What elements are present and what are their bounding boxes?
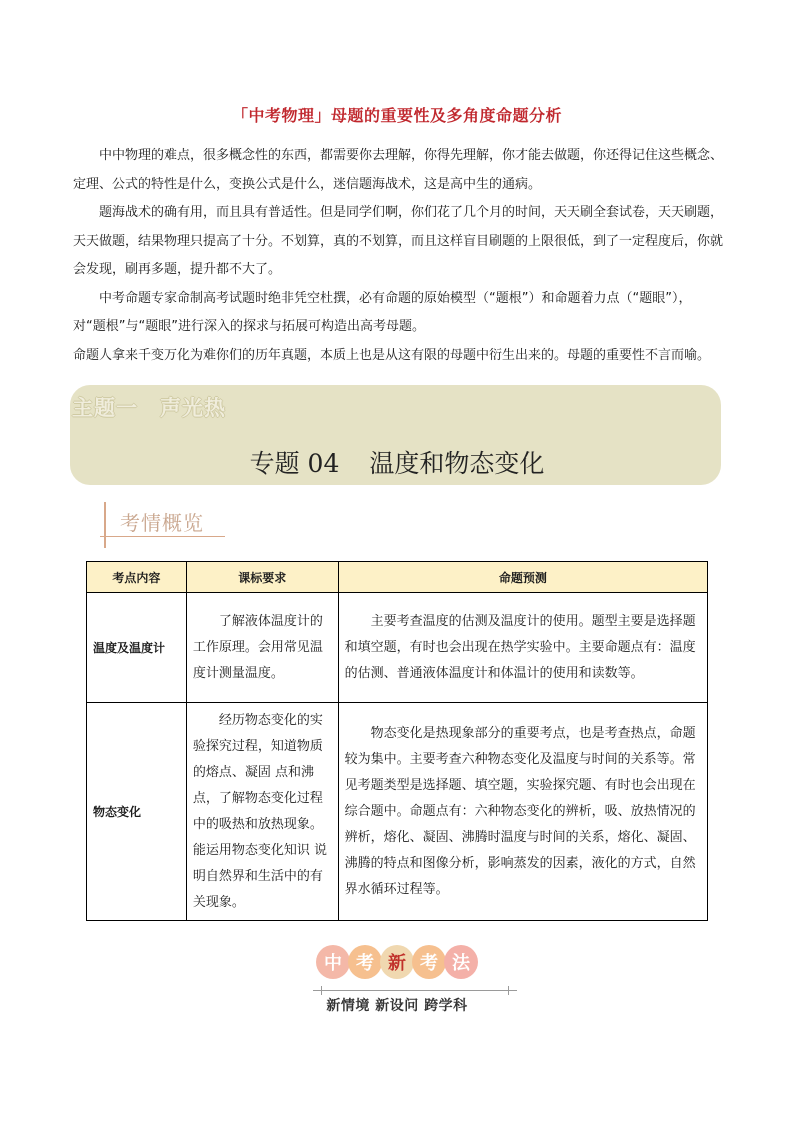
overview-label: 考情概览	[120, 511, 204, 535]
header-curriculum: 课标要求	[186, 562, 338, 593]
badge-char: 新	[380, 945, 414, 979]
topic-number: 专题 04	[249, 449, 340, 478]
topic-heading	[0, 444, 794, 480]
exam-overview-table	[86, 561, 708, 921]
document-title: 「中考物理」母题的重要性及多角度命题分析	[231, 106, 562, 125]
badge-divider-tick	[321, 986, 322, 995]
badge-char: 中	[316, 945, 350, 979]
row-prediction: 主要考查温度的估测及温度计的使用。题型主要是选择题和填空题，有时也会出现在热学实验中。主要命题点有：温度的估测、普通液体温度计和体温计的使用和读数等。	[338, 593, 707, 703]
badge-char: 考	[348, 945, 382, 979]
badge-subtitle: 新情境 新设问 跨学科	[326, 998, 468, 1014]
overview-heading	[100, 500, 230, 548]
intro-paragraph-4: 命题人拿来千变万化为难你们的历年真题，本质上也是从这有限的母题中衍生出来的。母题的重要性不言而喻。	[73, 347, 711, 363]
badge-divider	[313, 990, 517, 991]
intro-paragraph-1: 中中物理的难点，很多概念性的东西，都需要你去理解，你得先理解，你才能去做题，你还得记住这些概念、定理、公式的特性是什么，变换公式是什么，迷信题海战术，这是高中生的通病。	[73, 148, 724, 192]
table-row	[87, 593, 708, 703]
badge-char: 法	[444, 945, 478, 979]
topic-name: 温度和物态变化	[369, 449, 545, 478]
table-header-row	[87, 562, 708, 593]
header-key-points: 考点内容	[87, 562, 187, 593]
intro-paragraph-3: 中考命题专家命制高考试题时绝非凭空杜撰，必有命题的原始模型（“题根”）和命题着力点（“题眼”），对“题根”与“题眼”进行深入的探求与拓展可构造出高考母题。	[73, 290, 692, 334]
row-prediction: 物态变化是热现象部分的重要考点，也是考查热点，命题较为集中。主要考查六种物态变化及温度与时间的关系等。常见考题类型是选择题、填空题，实验探究题、有时也会出现在综合题中。命题点有：六种物态变化的辨析，吸、放热情况的辨析，熔化、凝固、沸腾时温度与时间的关系，熔化、凝固、沸腾的特点和图像分析，影响蒸发的因素，液化的方式，自然界水循环过程等。	[338, 703, 707, 921]
row-curriculum: 经历物态变化的实验探究过程，知道物质的熔点、凝固 点和沸点，了解物态变化过程中的吸热和放热现象。能运用物态变化知识 说明自然界和生活中的有关现象。	[186, 703, 338, 921]
badge-divider-tick	[508, 986, 509, 995]
row-key-point: 物态变化	[87, 703, 187, 921]
theme-label: 主题一 声光热	[72, 396, 226, 420]
intro-paragraph-2: 题海战术的确有用，而且具有普适性。但是同学们啊，你们花了几个月的时间，天天刷全套试卷，天天刷题，天天做题，结果物理只提高了十分。不划算，真的不划算，而且这样盲目刷题的上限很低，到了一定程度后，你就会发现，刷再多题，提升都不大了。	[73, 205, 724, 277]
intro-section	[73, 142, 723, 370]
overview-decoration	[104, 502, 106, 548]
table-row	[87, 703, 708, 921]
row-key-point: 温度及温度计	[87, 593, 187, 703]
header-prediction: 命题预测	[338, 562, 707, 593]
overview-underline	[100, 536, 225, 537]
badge-char: 考	[412, 945, 446, 979]
row-curriculum: 了解液体温度计的工作原理。会用常见温度计测量温度。	[186, 593, 338, 703]
badge-circles	[317, 945, 477, 979]
new-exam-badge	[0, 945, 794, 979]
